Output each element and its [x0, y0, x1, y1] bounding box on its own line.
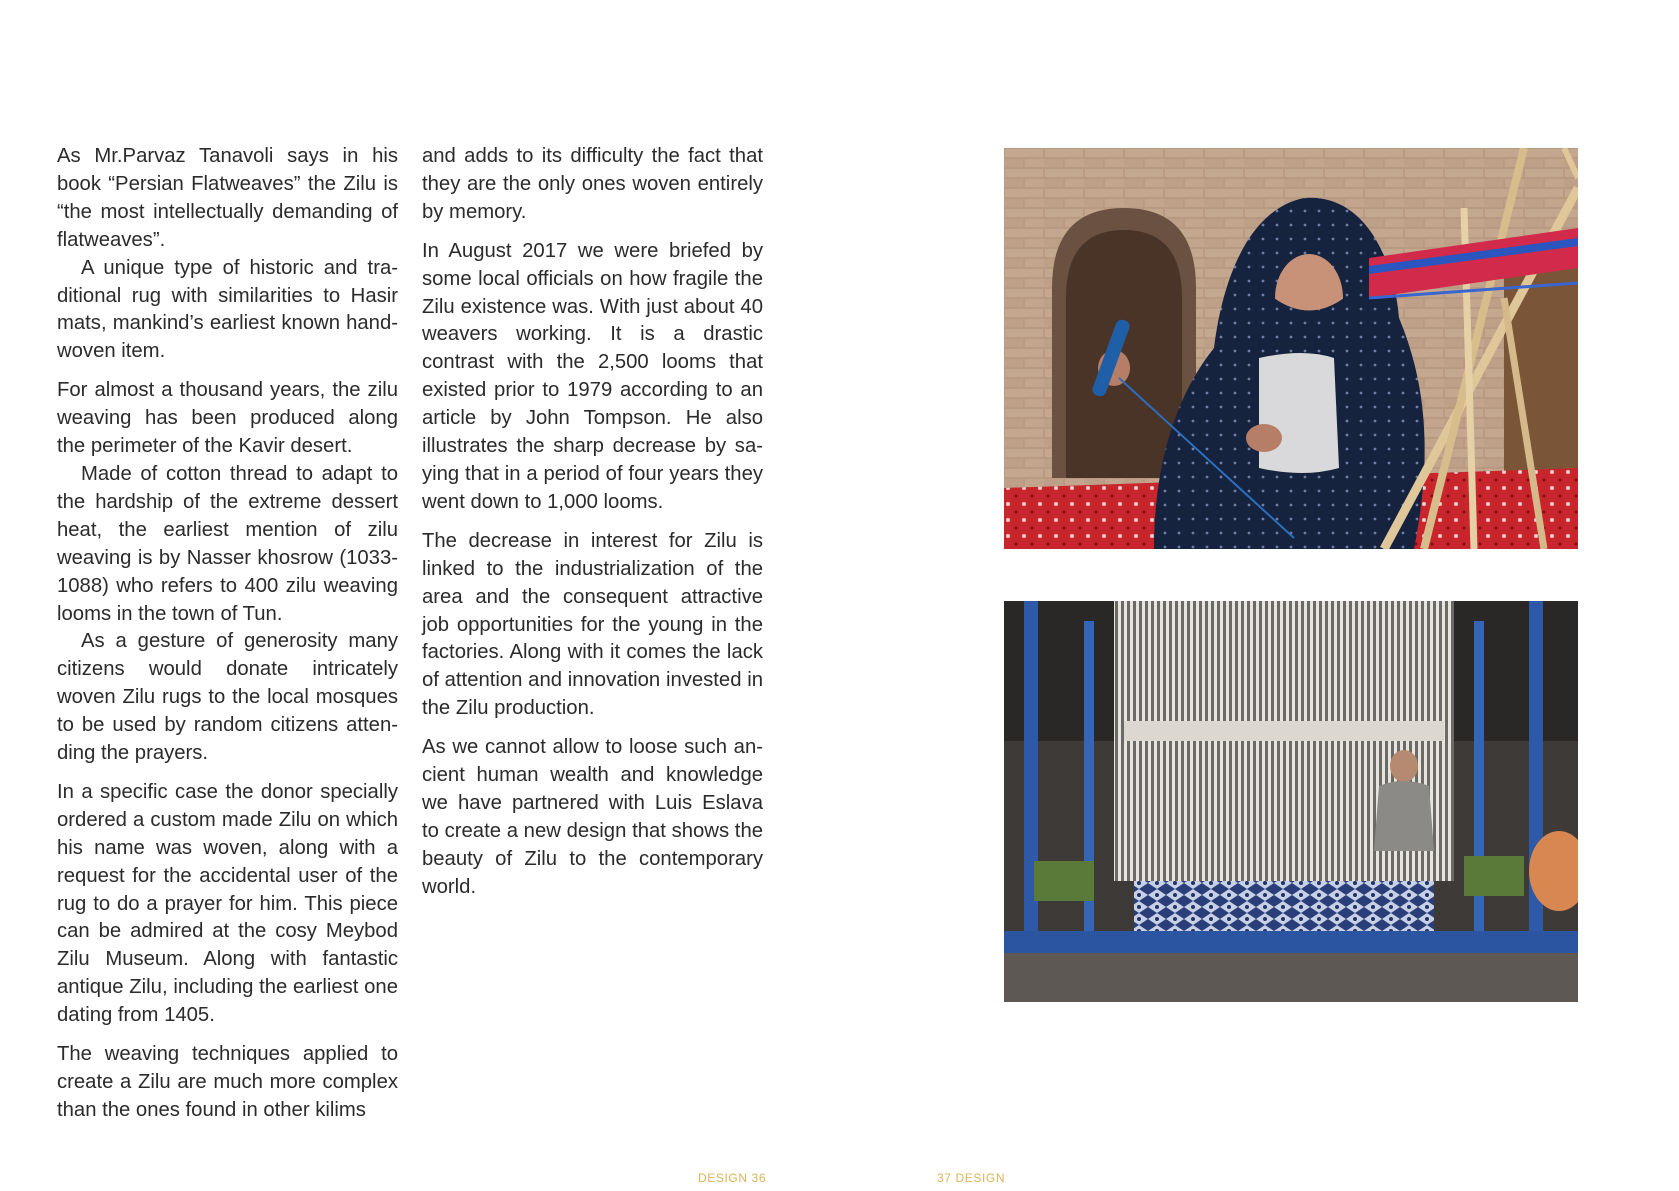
paragraph: Made of cotton thread to adapt to the hardship of the extreme dessert heat, the earliest mention of zilu weaving is by Nasser khosrow (1033- 1088) who refers to 400 zilu weaving looms in the town of Tun.	[57, 462, 398, 625]
paragraph: and adds to its difficulty the fact that they are the only ones woven entirely by memory.	[422, 145, 763, 223]
paragraph: For almost a thousand years, the zilu weaving has been produced along the perimeter of the Kavir desert.	[57, 379, 398, 458]
photo-loom-image	[1004, 601, 1578, 1002]
paragraph: A unique type of historic and traditional rug with similarities to Hasir mats, mankind’s earliest known hand-woven item.	[57, 256, 398, 363]
paragraph: In August 2017 we were briefed by some local officials on how fragile the Zilu existence was. With just about 40 weavers working. It is a drastic contrast with the 2,500 looms that existed prior to 1979 according to an article by John Tompson. He also illustrates the sharp decrease by saying that in a period of four years they went down to 1,000 looms.	[422, 239, 763, 513]
text-column-left	[57, 143, 398, 1136]
folio-right: 37 DESIGN	[937, 1171, 1006, 1185]
folio-left: DESIGN 36	[698, 1171, 767, 1185]
photo-weaver-portrait	[1004, 148, 1578, 549]
paragraph: As Mr.Parvaz Tanavoli says in his book “Persian Flatweaves” the Zilu is “the most intellectually demanding of flatweaves”.	[57, 145, 398, 251]
paragraph: The decrease in interest for Zilu is linked to the industrialization of the area and the consequent attractive job opportunities for the young in the factories. Along with it comes the lack of attention and innovation invested in the Zilu production.	[422, 529, 763, 720]
photo-loom	[1004, 601, 1578, 1002]
photo-weaver-portrait-image	[1004, 148, 1578, 549]
paragraph: As we cannot allow to loose such ancient human wealth and knowledge we have partnered with Luis Eslava to create a new design that shows the beauty of Zilu to the contemporary world.	[422, 736, 763, 898]
text-column-right	[422, 143, 763, 913]
paragraph: In a specific case the donor specially ordered a custom made Zilu on which his name was woven, along with a request for the accidental user of the rug to do a prayer for him. This piece can be admired at the cosy Meybod Zilu Museum. Along with fantastic antique Zilu, including the earliest one dating from 1405.	[57, 780, 398, 1027]
paragraph: The weaving techniques applied to create a Zilu are much more complex than the ones found in other kilims	[57, 1043, 398, 1121]
paragraph: As a gesture of generosity many citizens would donate intricately woven Zilu rugs to the local mosques to be used by random citizens attending the prayers.	[57, 630, 398, 765]
